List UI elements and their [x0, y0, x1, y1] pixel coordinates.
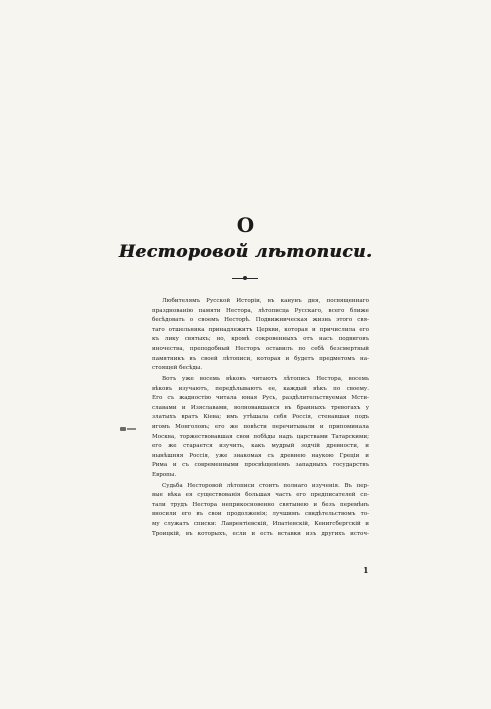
text-line: Троицкій, въ которыхъ, если и есть вставки изъ другихъ источ- [152, 530, 369, 537]
text-line: бесѣдовать о своемъ Несторѣ. Подвижническая жизнь этого свя- [152, 317, 369, 324]
margin-mark [120, 426, 136, 432]
text-line: Европы. [152, 471, 177, 478]
heading-letter: О [236, 213, 255, 237]
text-line: Судьба Несторовой лѣтописи стоитъ полнаго изученія. Въ пер- [162, 482, 369, 489]
text-line: празднованію памяти Нестора, лѣтописца Русскаго, всего ближе [152, 307, 369, 314]
text-line: игомъ Монголовъ; его же повѣсти перечитывали и припоминала [152, 423, 369, 430]
text-line: Вотъ уже восемь вѣковъ читаютъ лѣтопись Нестора, восемь [162, 375, 369, 382]
page-number: 1 [363, 565, 369, 575]
text-line: вые вѣка ея существованія большая часть его предписателей сп- [152, 492, 369, 499]
title-ornament [232, 276, 258, 282]
text-line: къ лику святыхъ; но, кромѣ сокровенныхъ отъ насъ подвиговъ [152, 336, 369, 343]
text-line: иночества, преподобный Несторъ оставилъ по себѣ безсмертный [152, 345, 369, 352]
text-line: Его съ жадностію читала юная Русь, раздѣлительствуемая Мсти- [152, 395, 369, 402]
text-line: златыхъ вратъ Кіева; имъ утѣшала себя Россія, стенавшая подъ [152, 414, 369, 421]
text-line: вносили его въ свои продолженія; лучшимъ свидѣтельствомъ то- [152, 511, 369, 518]
body-text [152, 297, 369, 539]
margin-mark-stroke [127, 428, 136, 430]
text-line: славами и Изяславами, волновавшаяся въ бранныхъ тревогахъ у [152, 404, 369, 411]
text-line: тали трудъ Нестора неприкосновенно святынею и безъ перемѣнъ [152, 501, 369, 508]
text-line: его же старается изучить, какъ мудрый зодчій древности, и [152, 443, 369, 450]
ornament-dot [243, 276, 247, 280]
text-line: стоящей бесѣды. [152, 365, 202, 372]
text-line: памятникъ въ своей лѣтописи, которая и будетъ предметомъ на- [152, 355, 369, 362]
text-line: Рима и съ современными просвѣщеніемъ западныхъ государствъ [152, 462, 369, 469]
text-line: вѣковъ изучаютъ, передѣлываютъ ее, каждый вѣкъ по своему. [152, 385, 369, 392]
text-line: нынѣшняя Россія, уже знакомая съ древнею наукою Греціи и [152, 452, 369, 459]
heading-title: Несторовой лѣтописи. [118, 242, 373, 262]
text-line: Любителямъ Русской Исторіи, въ канунъ дня, посвященнаго [162, 298, 369, 304]
text-line: Москва, торжествовавшая свои побѣды надъ царствами Татарскими; [152, 433, 369, 440]
text-line: му служатъ списки: Лаврентіевскій, Ипатіевскій, Кенигсбергскій и [152, 521, 369, 528]
text-line: таго отшельника принадлежитъ Церкви, которая и причислила его [152, 326, 369, 333]
margin-mark-blot [120, 427, 126, 431]
